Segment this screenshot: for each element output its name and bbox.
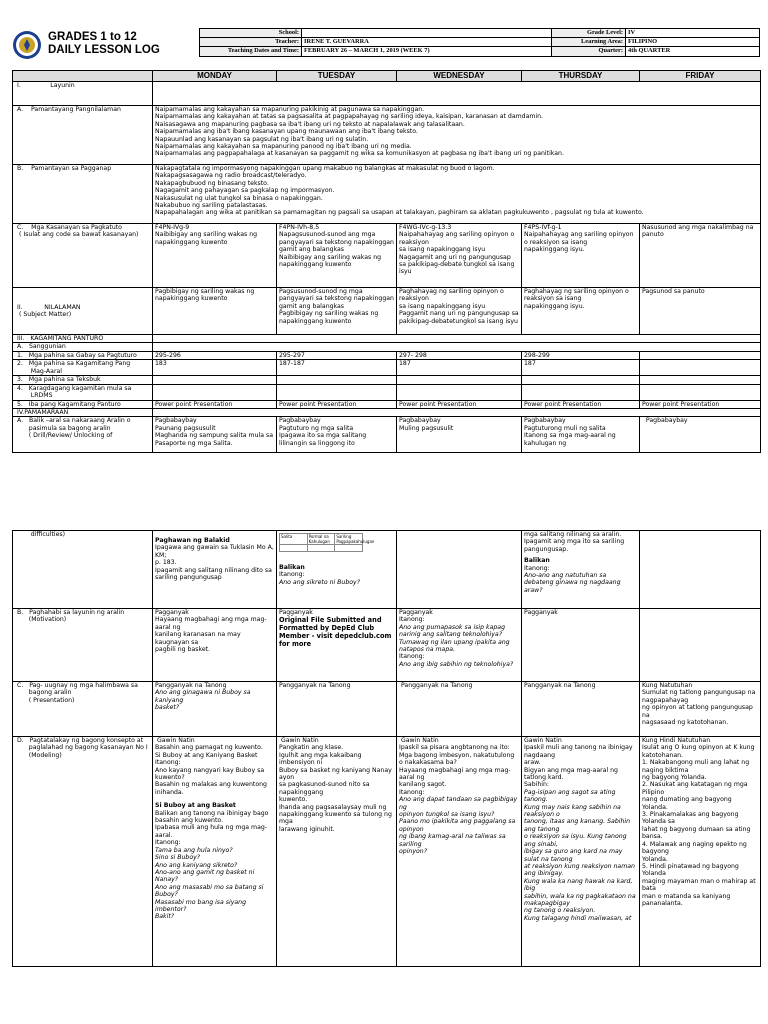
- balik-monday-text: Paunang pagsusulit Maghanda ng sampung salita mula sa Pasaporte ng mga Salita.: [155, 424, 273, 447]
- iba-pang-label: 5. Iba pang Kagamitang Panturo: [13, 400, 153, 408]
- presentation-friday: Kung Natutuhan Sumulat ng tatlong pangungusap na nagpapahayag ng opinyon at tatlong pangungusap na nagsasaad ng katotohanan.: [640, 682, 761, 737]
- pamamaraan-row: [13, 409, 761, 417]
- balik-wednesday-heading: Pagbabaybay: [399, 417, 441, 425]
- teksbuk-tuesday: [277, 376, 397, 384]
- motivation-row: [13, 609, 761, 682]
- motivation-wednesday: [397, 609, 522, 682]
- layunin-cell: [153, 82, 761, 106]
- balik-aral-thursday: [522, 417, 640, 453]
- gawin-wednesday-text: Ipaskil sa pisara angbtanong na ito: Mga bagong imbesyon, nakatutulong o nakakasama ba? Hayaang magbahagi ang mga mag-aaral ng kanilang sagot. Itanong:: [399, 744, 515, 796]
- pagganyak-wednesday-italic: Ano ang pumapasok sa isip kapag narinig ang salitang teknolohiya? Tumawag ng ilan upang ipakita ang natapos na mapa.: [399, 623, 510, 654]
- balikan-thursday-question: Itanong:: [524, 564, 550, 572]
- balikan-tuesday-question: Itanong:: [279, 571, 305, 579]
- difficulties-tuesday: [277, 531, 397, 609]
- gabay-wednesday: 297- 298: [397, 351, 522, 359]
- title-line-2: DAILY LESSON LOG: [48, 44, 160, 56]
- kagamitan-label: III. KAGAMITANG PANTURO: [13, 335, 153, 343]
- buboy-basket-questions: Tama ba ang hula ninyo? Sino si Buboy? Ano ang kaniyang sikreto? Ano-ano ang gamit ng basket ni Nanay? Ano ang masasabi mo sa batang si Buboy? Masasabi mo bang isa siyang imbentor? Bakit?: [155, 846, 264, 921]
- modeling-tuesday: [277, 737, 397, 967]
- tanong-monday-italic: Ano ang ginagawa ni Buboy sa kaniyang basket?: [155, 689, 251, 712]
- lesson-log-table: [12, 70, 761, 453]
- lrdms-label: 4. Karagdagang kagamitan mula sa LRDMS: [13, 384, 153, 400]
- balik-monday-heading: Pagbabaybay: [155, 417, 197, 425]
- mini-col-pormal: Pormal na Kahulugan: [307, 534, 335, 545]
- gabay-thursday: 298-299: [522, 351, 640, 359]
- kasanayan-wednesday: F4WG-IVc-g-13.3 Naipahahayag ang sariling opinyon o reaksiyon sa isang napakinggang isyu Nagagamit ang uri ng pangungusap sa pakikipag-debate tungkol sa isang isyu: [397, 224, 522, 288]
- dates-value: FEBRUARY 26 – MARCH 1, 2019 (WEEK 7): [302, 47, 552, 56]
- balik-aral-tuesday: [277, 417, 397, 453]
- buboy-basket-heading: Si Buboy at ang Basket: [155, 802, 236, 810]
- balik-aral-wednesday: [397, 417, 522, 453]
- motivation-tuesday: [277, 609, 397, 682]
- pamantayang-text: Naipamamalas ang kakayahan sa mapanuring pakikinig at pagunawa sa napakinggan. Naipamamalas ang kakayahan at tatas sa pagsasalita at pagpapahayag ng sariling ideya, kaisipan, karanasan at damdamin. Naisasagawa ang mapanuring pagbasa sa iba't ibang uri ng teksto at napalalawak ang talasalitaan. Naipamamalas ang iba't ibang kasanayan upang maunawaan ang iba't ibang teksto. Napauunlad ang kasanayan sa pagsulat ng iba't ibang uri ng sulatin. Naipamamalas ang kakayahan sa mapanuring panood ng iba't ibang uri ng media. Naipamamalas ang pagpapahalaga at kasanayan sa paggamit ng wika sa komunikasyon at pagbasa ng iba't ibang uri ng panitikan.: [153, 106, 761, 165]
- modeling-wednesday: [397, 737, 522, 967]
- buboy-basket-text: Balikan ang tanong na ibinigay bago basahin ang kuwento. Ipabasa muli ang hula ng mga mag-aaral. Itanong:: [155, 809, 269, 847]
- presentation-wednesday: Pangganyak na Tanong: [397, 682, 522, 737]
- day-monday: MONDAY: [153, 71, 277, 82]
- grade-value: IV: [626, 29, 760, 38]
- depedclub-credit: Original File Submitted and Formatted by DepEd Club Member - visit depedclub.com for more: [279, 616, 392, 649]
- nilalaman-tuesday: Pagsusunod-sunod ng mga pangyayari sa tekstong napakinggan gamit ang balangkas Pagbibigay ng sariling wakas ng napakinggang kuwento: [277, 288, 397, 335]
- gawin-tuesday-heading: Gawin Natin: [279, 737, 319, 744]
- teacher-value: IRENE T. GUEVARRA: [302, 38, 552, 47]
- pamamaraan-cell: [153, 409, 761, 417]
- pagganap-label: B. Pamantayan sa Pagganap: [13, 165, 153, 224]
- teksbuk-friday: [640, 376, 761, 384]
- kagamitang-pang-thursday: 187: [522, 360, 640, 376]
- day-wednesday: WEDNESDAY: [397, 71, 522, 82]
- dates-label: Teaching Dates and Time:: [200, 47, 302, 56]
- difficulties-monday: [153, 531, 277, 609]
- kagamitan-cell: [153, 335, 761, 343]
- document-title: [48, 31, 160, 57]
- presentation-label: C. Pag- uugnay ng mga halimbawa sa bagong aralin ( Presentation): [13, 682, 153, 737]
- lrdms-row: [13, 384, 761, 400]
- mini-col-salita: Salita: [280, 534, 308, 545]
- kagamitang-pang-row: [13, 360, 761, 376]
- modeling-friday: Kung Hindi Natutuhan Isulat ang O kung opinyon at K kung katotohanan. 1. Nakabangong muli ang lahat ng naging biktima ng bagyong Yolanda. 2. Nasukat ang katatagan ng mga Pilipino nang dumating ang bagyong Yolanda. 3. Pinakamalakas ang bagyong Yolanda sa lahat ng bagyong dumaan sa ating bansa. 4. Malawak ang naging epekto ng bagyong Yolanda. 5. Hindi pinatawad ng bagyong Yolanda maging mayaman man o mahirap at bata man o matanda sa kaniyang pananalanta.: [640, 737, 761, 967]
- nilalaman-friday: Pagsunod sa panuto: [640, 288, 761, 335]
- balik-aral-friday: Pagbabaybay: [640, 417, 761, 453]
- iba-pang-thursday: Power point Presentation: [522, 400, 640, 408]
- pagganyak-wednesday-italic-2: Ano ang ibig sabihin ng teknolohiya?: [399, 660, 514, 668]
- motivation-monday: [153, 609, 277, 682]
- teksbuk-wednesday: [397, 376, 522, 384]
- sanggunian-row: [13, 343, 761, 351]
- lrdms-monday: [153, 384, 277, 400]
- balikan-thursday-heading: Balikan: [524, 557, 550, 565]
- nilalaman-monday: Pagbibigay ng sariling wakas ng napakinggang kuwento: [153, 288, 277, 335]
- pamamaraan-label: IV.PAMAMARAAN: [13, 409, 153, 417]
- layunin-row: [13, 82, 761, 106]
- quarter-label: Quarter:: [552, 47, 626, 56]
- sanggunian-label: A. Sanggunian: [13, 343, 153, 351]
- difficulties-friday: [640, 531, 761, 609]
- motivation-friday: [640, 609, 761, 682]
- gabay-tuesday: 295-297: [277, 351, 397, 359]
- iba-pang-monday: Power point Presentation: [153, 400, 277, 408]
- iba-pang-friday: Power point Presentation: [640, 400, 761, 408]
- gabay-monday: 295-296: [153, 351, 277, 359]
- teksbuk-row: [13, 376, 761, 384]
- vocabulary-mini-table: [279, 533, 375, 552]
- modeling-row: [13, 737, 761, 967]
- balik-aral-label: A. Balik –aral sa nakaraang Aralin o pasimula sa bagong aralin ( Drill/Review/ Unlocking of: [13, 417, 153, 453]
- pagganyak-monday-heading: Pagganyak: [155, 609, 189, 616]
- kagamitan-row: [13, 335, 761, 343]
- pamantayang-label: A. Pamantayang Pangnilalaman: [13, 106, 153, 165]
- lrdms-friday: [640, 384, 761, 400]
- iba-pang-wednesday: Power point Presentation: [397, 400, 522, 408]
- kasanayan-label: C. Mga Kasanayan sa Pagkatuto ( Isulat ang code sa bawat kasanayan): [13, 224, 153, 288]
- pagganyak-wednesday-heading: Pagganyak: [399, 609, 433, 616]
- motivation-label: B. Paghahabi sa layunin ng aralin (Motivation): [13, 609, 153, 682]
- title-line-1: GRADES 1 to 12: [48, 31, 137, 43]
- teksbuk-label: 3. Mga pahina sa Teksbuk: [13, 376, 153, 384]
- area-value: FILIPINO: [626, 38, 760, 47]
- iba-pang-row: [13, 400, 761, 408]
- pagganap-row: [13, 165, 761, 224]
- balik-thursday-text: Pagtuturong muli ng salita Itanong sa mga mag-aaral ng kahulugan ng: [524, 424, 616, 447]
- mini-col-sariling: Sariling Pagpapakahulugan: [336, 534, 375, 544]
- kagamitang-pang-wednesday: 187: [397, 360, 522, 376]
- page-two: [0, 530, 768, 1024]
- teksbuk-thursday: [522, 376, 640, 384]
- quarter-value: 4th QUARTER: [626, 47, 760, 56]
- gawin-thursday-heading: Gawin Natin: [524, 737, 562, 744]
- nilalaman-thursday: Paghahayag ng sariling opinyon o reaksiyon sa isang napakinggang isyu.: [522, 288, 640, 335]
- balikan-tuesday-heading: Balikan: [279, 564, 305, 571]
- presentation-row: [13, 682, 761, 737]
- balik-tuesday-text: Pagtuturo ng mga salita Ipagawa ito sa mga salitang lilinangin sa linggong ito: [279, 424, 367, 447]
- gawin-thursday-text: Ipaskil muli ang tanong na ibinigay nagdaang araw. Bigyan ang mga mag-aaral ng tatlong kard. Sabihin:: [524, 744, 633, 789]
- presentation-tuesday: Pangganyak na Tanong: [277, 682, 397, 737]
- tanong-monday-heading: Pangganyak na Tanong: [155, 682, 227, 689]
- school-value: [302, 29, 552, 38]
- kagamitang-pang-label: 2. Mga pahina sa Kagamitang Pang Mag-Aaral: [13, 360, 153, 376]
- balik-tuesday-heading: Pagbabaybay: [279, 417, 321, 425]
- pagganyak-wednesday-question-2: Itanong:: [399, 653, 425, 661]
- kasanayan-row: [13, 224, 761, 288]
- gawin-tuesday-text: Pangkatin ang klase. Igulhit ang mga kakaibang imbensiyon ni Buboy sa basket ng kaniyang Nanay ayon sa pagkasunod-sunod nito sa napakinggang kuwento. Ihanda ang pagsasalaysay muli ng napakinggang kuwento sa tulong ng mga larawang iginuhit.: [279, 744, 392, 833]
- deped-seal-icon: [12, 30, 42, 60]
- header-info-table: [199, 28, 760, 57]
- pagganap-text: Nakapagtatala ng impormasyong napakinggan upang makabuo ng balangkas at makasulat ng buod o lagom. Nakapagsasagawa ng radio broadcast/teleradyo. Nakapagbubuod ng binasang teksto. Nagagamit ang pahayagan sa pagkalap ng impormasyon. Nakasusulat ng ulat tungkol sa binasa o napakinggan. Nakabubuo ng sariling patalastasas. Napapahalagan ang wika at panitikan sa pamamagitan ng pagsali sa usapan at talakayan, paghiram sa aklatan pagkukuwento , pagsulat ng tula at kuwento.: [153, 165, 761, 224]
- modeling-thursday: [522, 737, 640, 967]
- day-tuesday: TUESDAY: [277, 71, 397, 82]
- nilalaman-row: [13, 288, 761, 335]
- kasanayan-tuesday: F4PN-IVh-8.5 Napagsusunod-sunod ang mga pangyayari sa tekstong napakinggan gamit ang balangkas Naibibigay ang sariling wakas ng napakinggang kuwento: [277, 224, 397, 288]
- kagamitang-pang-monday: 183: [153, 360, 277, 376]
- grade-label: Grade Level:: [552, 29, 626, 38]
- balik-wednesday-text: Muling pagsusulit: [399, 424, 454, 432]
- balikan-thursday-italic: Ano-ano ang natutuhan sa debateng ginawa ng nagdaang araw?: [524, 572, 621, 594]
- balik-thursday-heading: Pagbabaybay: [524, 417, 566, 425]
- lrdms-thursday: [522, 384, 640, 400]
- school-label: School:: [200, 29, 302, 38]
- paghawan-text: Ipagawa ang gawain sa Tuklasin Mo A, KM; p. 183. Ipagamit ang salitang nilinang dito sa sariling pangungusap: [155, 544, 274, 582]
- pagganyak-monday-text: Hayaang magbahagi ang mga mag-aaral ng kanilang karanasan na may kaugnayan sa pagbili ng basket.: [155, 616, 267, 654]
- day-thursday: THURSDAY: [522, 71, 640, 82]
- nilalaman-wednesday: Paghahayag ng sariling opinyon o reaksiyon sa isang napakinggang isyu Paggamit nang uri ng pangungusap sa pakikipag-debatetungkol sa isang isyu: [397, 288, 522, 335]
- nilalaman-label: II. NILALAMAN ( Subject Matter): [13, 288, 153, 335]
- kasanayan-thursday: F4PS-IVf-g-1 Naipahahayag ang sariling opinyon o reaksiyon sa isang napakinggang isyu.: [522, 224, 640, 288]
- motivation-thursday: Pagganyak: [522, 609, 640, 682]
- pamantayang-row: [13, 106, 761, 165]
- teksbuk-monday: [153, 376, 277, 384]
- day-friday: FRIDAY: [640, 71, 761, 82]
- kagamitang-pang-tuesday: 187-187: [277, 360, 397, 376]
- area-label: Learning Area:: [552, 38, 626, 47]
- difficulties-wednesday: [397, 531, 522, 609]
- kasanayan-friday: Nasusunod ang mga nakalimbag na panuto: [640, 224, 761, 288]
- day-header-row: [13, 71, 761, 82]
- lrdms-wednesday: [397, 384, 522, 400]
- layunin-label: I. Layunin: [13, 82, 153, 106]
- balikan-tuesday-italic: Ano ang sikreto ni Buboy?: [279, 578, 361, 586]
- iba-pang-tuesday: Power point Presentation: [277, 400, 397, 408]
- gabay-friday: [640, 351, 761, 359]
- pagganyak-tuesday-heading: Pagganyak: [279, 609, 313, 616]
- balik-aral-row: [13, 417, 761, 453]
- gawin-wednesday-italic: Ano ang dapat tandaan sa pagbibigay ng opinyon tungkol sa isang isyu? Paano mo ipakikita ang paggalang sa opinyon ng ibang kamag-aral na taliwas sa sariling opinyon?: [399, 796, 518, 856]
- lesson-log-table-continued: [12, 530, 761, 967]
- pagganyak-wednesday-question: Itanong:: [399, 616, 425, 624]
- gabay-label: 1. Mga pahina sa Gabay sa Pagtuturo: [13, 351, 153, 359]
- difficulties-thursday: [522, 531, 640, 609]
- gawin-wednesday-heading: Gawin Natin: [399, 737, 439, 744]
- presentation-monday: [153, 682, 277, 737]
- corner-cell: [13, 71, 153, 82]
- difficulties-row: [13, 531, 761, 609]
- presentation-thursday: Pangganyak na Tanong: [522, 682, 640, 737]
- lrdms-tuesday: [277, 384, 397, 400]
- thursday-salita-text: mga salitang nilinang sa aralin. Ipagamit ang mga ito sa sariling pangungusap.: [524, 531, 625, 553]
- balik-aral-monday: [153, 417, 277, 453]
- gawin-monday-heading: Gawin Natin: [155, 737, 195, 744]
- difficulties-label: difficulties): [13, 531, 153, 609]
- gabay-row: [13, 351, 761, 359]
- kasanayan-monday: F4PN-IVg-9 Naibibigay ang sariling wakas ng napakinggang kuwento: [153, 224, 277, 288]
- gawin-thursday-italic: Pag-isipan ang sagot sa ating tanong. Kung may nais kang sabihin na reaksiyon o tanong, itaas ang kanang. Sabihin ang tanong o reaksiyon sa isyu. Kung tanong ang sinabi, ibigay sa guro ang kard na may sulat na tanong at reaksiyon kung reaksiyon naman ang ibinigay. Kung wala ka nang hawak na kard, ibig sabihin, wala ka ng pagkakataon na makapagbigay ng tanong o reaksiyon. Kung talagang hindi maiiwasan, at: [524, 788, 636, 922]
- page-one: [0, 0, 768, 500]
- gawin-monday-text: Basahin ang pamagat ng kuwento. Si Buboy at ang Kaniyang Basket Itanong: Ano kayang nangyari kay Buboy sa kuwento? Basahin ng malakas ang kuwentong inihanda.: [155, 744, 267, 796]
- paghawan-heading: Paghawan ng Balakid: [155, 537, 230, 544]
- modeling-label: D. Pagtatalakay ng bagong konsepto at paglalahad ng bagong kasanayan No I (Modeling): [13, 737, 153, 967]
- sanggunian-cell: [153, 343, 761, 351]
- modeling-monday: [153, 737, 277, 967]
- kagamitang-pang-friday: [640, 360, 761, 376]
- teacher-label: Teacher:: [200, 38, 302, 47]
